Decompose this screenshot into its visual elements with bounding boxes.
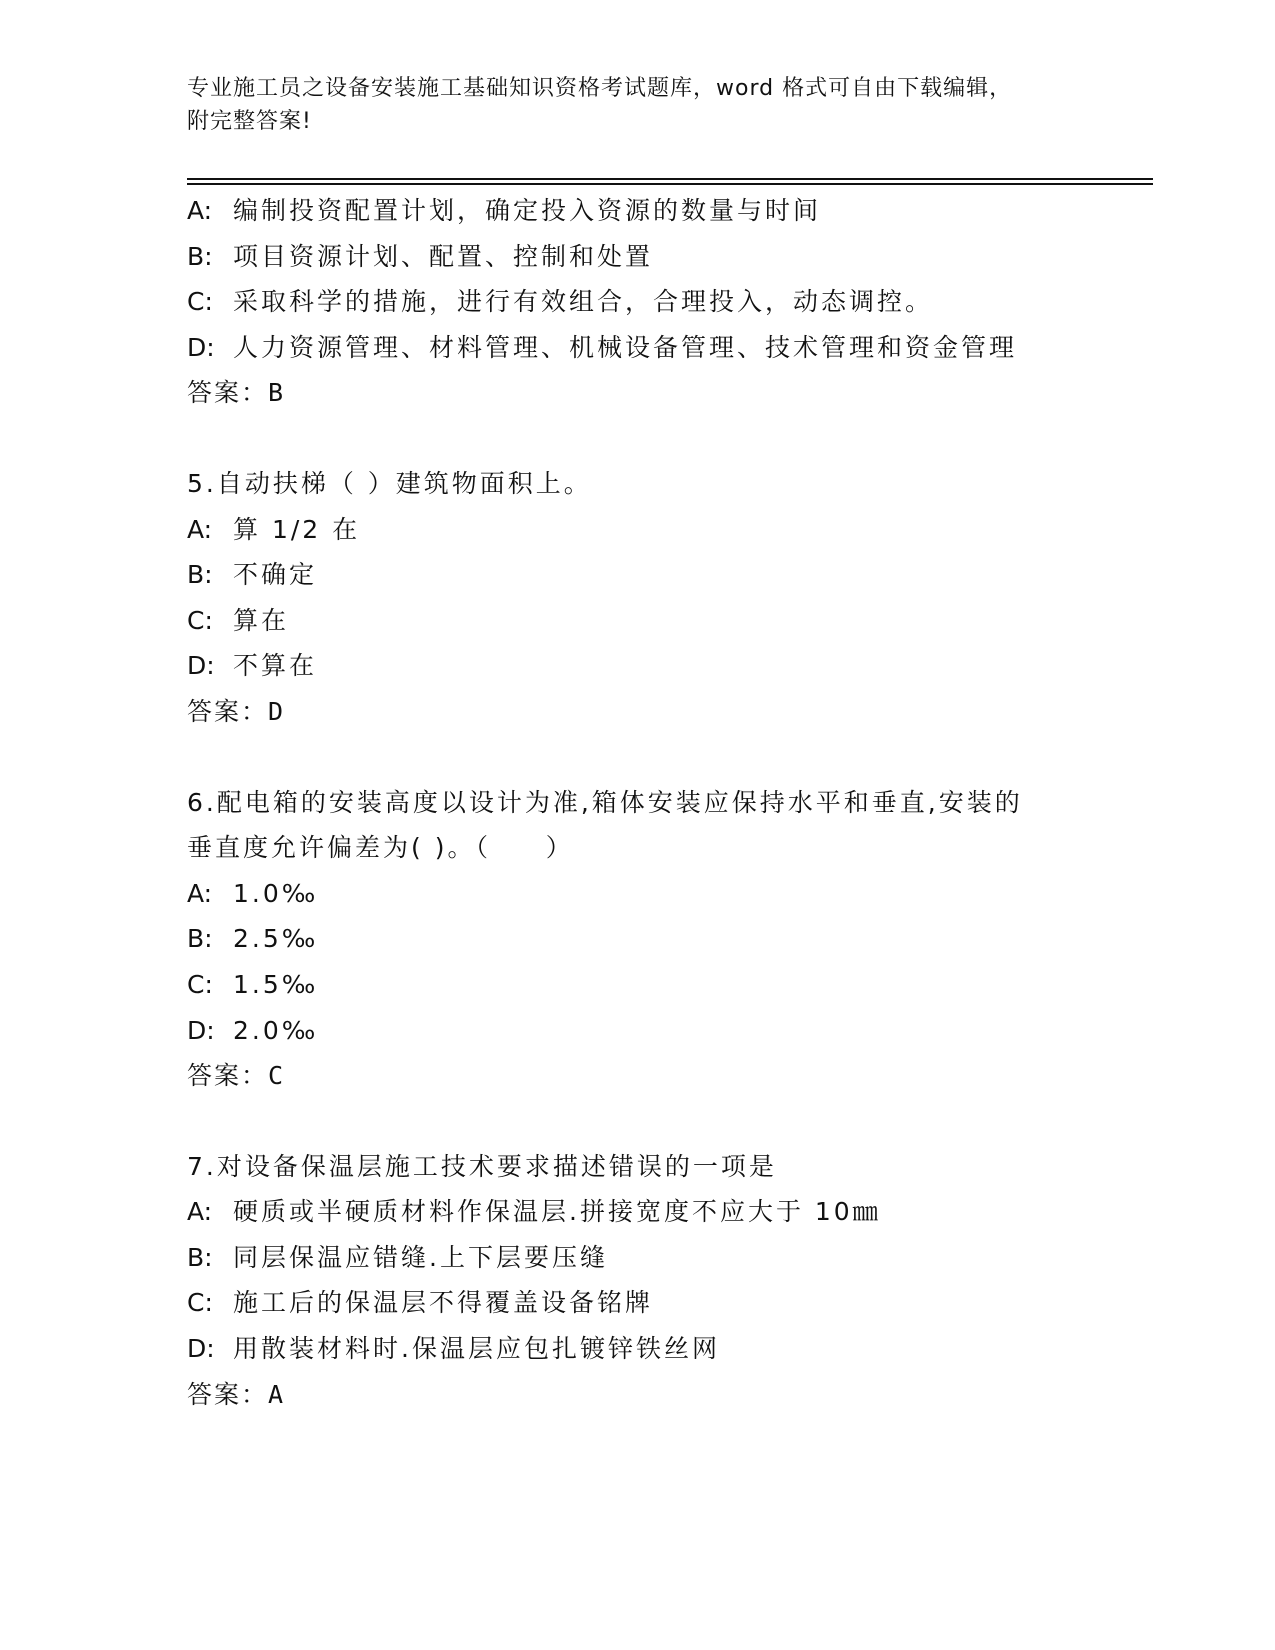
option-text: 施工后的保温层不得覆盖设备铭牌 <box>233 1288 654 1318</box>
option-letter: C: <box>187 969 213 999</box>
spacer <box>187 735 1147 780</box>
option-c <box>187 598 1147 644</box>
question-text <box>187 780 1147 871</box>
header-line-1: 专业施工员之设备安装施工基础知识资格考试题库，word 格式可自由下载编辑， <box>187 76 1013 101</box>
option-letter: D: <box>187 1334 215 1364</box>
option-b <box>187 552 1147 598</box>
option-letter: B: <box>187 241 213 271</box>
answer-label: 答案： <box>187 378 269 408</box>
option-text: 人力资源管理、材料管理、机械设备管理、技术管理和资金管理 <box>233 332 1018 362</box>
option-letter: C: <box>187 287 213 317</box>
option-text: 2.5‰ <box>233 924 319 954</box>
question-list <box>187 188 1147 1417</box>
answer-value: B <box>268 378 286 408</box>
question-text-line-2: 垂直度允许偏差为( )。（ ） <box>187 833 574 863</box>
spacer <box>187 416 1147 461</box>
header-line-2: 附完整答案! <box>187 109 312 134</box>
option-d <box>187 1008 1147 1054</box>
answer-label: 答案： <box>187 1379 269 1409</box>
option-c <box>187 279 1147 325</box>
answer-value: D <box>268 696 286 726</box>
option-letter: D: <box>187 1015 215 1045</box>
question-block-7 <box>187 1144 1147 1418</box>
option-text: 采取科学的措施，进行有效组合，合理投入，动态调控。 <box>233 287 934 317</box>
spacer <box>187 1099 1147 1144</box>
question-block-6 <box>187 780 1147 1099</box>
option-c <box>187 1280 1147 1326</box>
option-letter: B: <box>187 560 213 590</box>
option-d <box>187 643 1147 689</box>
option-letter: A: <box>187 196 213 225</box>
option-letter: A: <box>187 878 213 908</box>
option-letter: B: <box>187 1242 213 1272</box>
option-letter: A: <box>187 1197 213 1227</box>
answer-label: 答案： <box>187 696 269 726</box>
answer-value: C <box>268 1061 286 1091</box>
option-text: 硬质或半硬质材料作保温层.拼接宽度不应大于 10㎜ <box>233 1197 881 1227</box>
option-b <box>187 234 1147 280</box>
option-text: 用散装材料时.保温层应包扎镀锌铁丝网 <box>233 1334 720 1364</box>
answer-label: 答案： <box>187 1061 269 1091</box>
option-b <box>187 1235 1147 1281</box>
option-d <box>187 1326 1147 1372</box>
option-text: 编制投资配置计划，确定投入资源的数量与时间 <box>233 196 822 225</box>
option-text: 项目资源计划、配置、控制和处置 <box>233 241 654 271</box>
option-b <box>187 916 1147 962</box>
option-letter: C: <box>187 1288 213 1318</box>
answer-line <box>187 1372 1147 1418</box>
option-text: 1.5‰ <box>233 969 319 999</box>
question-text: 7.对设备保温层施工技术要求描述错误的一项是 <box>187 1151 777 1181</box>
option-c <box>187 962 1147 1008</box>
option-text: 算 1/2 在 <box>233 514 361 544</box>
question-block-5 <box>187 461 1147 735</box>
answer-line <box>187 1053 1147 1099</box>
option-text: 2.0‰ <box>233 1015 319 1045</box>
option-text: 同层保温应错缝.上下层要压缝 <box>233 1242 608 1272</box>
option-letter: B: <box>187 924 213 954</box>
option-letter: C: <box>187 605 213 635</box>
question-block-4 <box>187 188 1147 416</box>
option-a <box>187 507 1147 553</box>
option-text: 不算在 <box>233 651 318 681</box>
answer-line <box>187 689 1147 735</box>
answer-value: A <box>268 1379 286 1409</box>
header-divider-bottom <box>187 183 1153 185</box>
question-text: 5.自动扶梯（ ）建筑物面积上。 <box>187 468 592 498</box>
document-header <box>187 72 1087 138</box>
option-letter: A: <box>187 514 213 544</box>
option-text: 不确定 <box>233 560 318 590</box>
option-text: 1.0‰ <box>233 878 319 908</box>
question-text-line-1: 6.配电箱的安装高度以设计为准,箱体安装应保持水平和垂直,安装的 <box>187 787 1023 817</box>
option-d <box>187 325 1147 371</box>
option-a <box>187 1189 1147 1235</box>
header-divider-top <box>187 178 1153 180</box>
option-letter: D: <box>187 651 215 681</box>
answer-line <box>187 370 1147 416</box>
option-text: 算在 <box>233 605 290 635</box>
option-letter: D: <box>187 332 215 362</box>
option-a <box>187 871 1147 917</box>
option-a <box>187 188 1147 234</box>
